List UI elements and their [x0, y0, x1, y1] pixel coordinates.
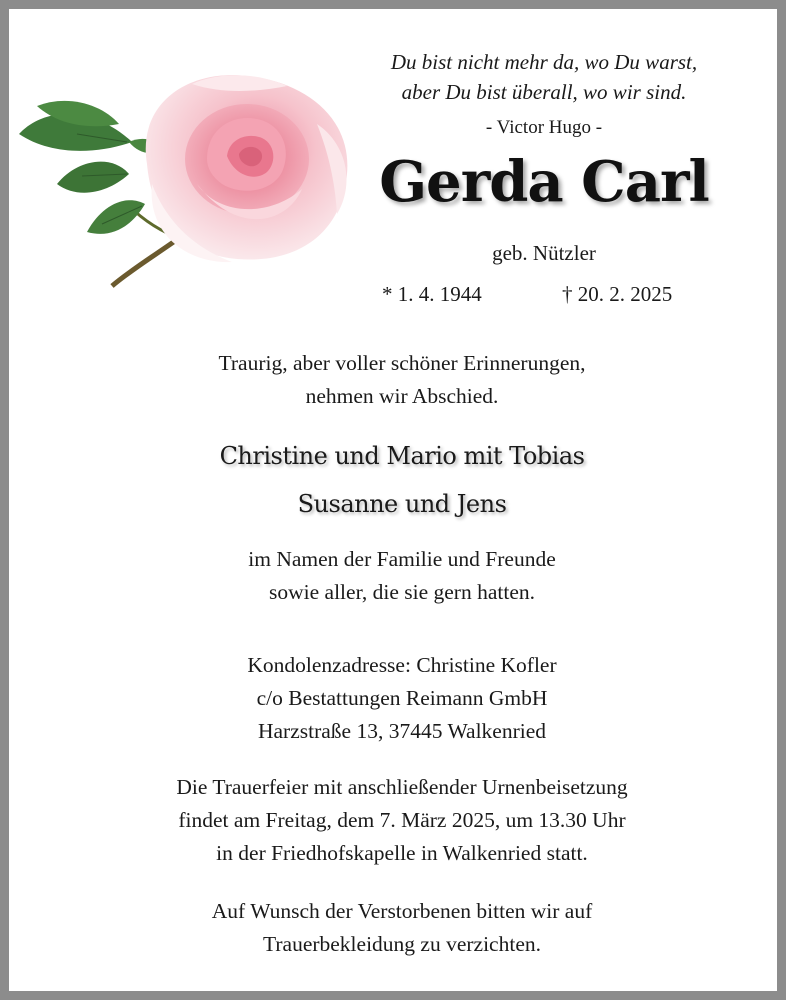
mourners	[39, 432, 765, 528]
text-line: sowie aller, die sie gern hatten.	[269, 580, 535, 604]
text-line: in der Friedhofskapelle in Walkenried statt.	[216, 841, 588, 865]
text-line: Auf Wunsch der Verstorbenen bitten wir auf	[211, 899, 593, 923]
birth-date: * 1. 4. 1944	[382, 282, 482, 306]
dress-request	[39, 895, 765, 961]
condolence-address	[39, 649, 765, 748]
text-line: Trauerbekleidung zu verzichten.	[262, 932, 541, 956]
deceased-name: Gerda Carl	[379, 149, 709, 215]
intro-text	[39, 347, 765, 413]
on-behalf-text	[39, 543, 765, 609]
text-line: Kondolenzadresse: Christine Kofler	[247, 653, 557, 677]
text-line: Die Trauerfeier mit anschließender Urnenbeisetzung	[176, 775, 628, 799]
mourner-line: Susanne und Jens	[297, 490, 507, 518]
maiden-name: geb. Nützler	[492, 241, 596, 265]
text-line: im Namen der Familie und Freunde	[248, 547, 556, 571]
mourner-line: Christine und Mario mit Tobias	[219, 442, 585, 470]
text-line: Harzstraße 13, 37445 Walkenried	[257, 719, 547, 743]
quote	[309, 47, 779, 107]
text-line: c/o Bestattungen Reimann GmbH	[256, 686, 548, 710]
quote-line: aber Du bist überall, wo wir sind.	[401, 80, 687, 104]
text-line: nehmen wir Abschied.	[305, 384, 499, 408]
quote-author: - Victor Hugo -	[485, 117, 603, 138]
text-line: Traurig, aber voller schöner Erinnerungen,	[218, 351, 586, 375]
text-line: findet am Freitag, dem 7. März 2025, um 13.30 Uhr	[178, 808, 626, 832]
quote-line: Du bist nicht mehr da, wo Du warst,	[390, 50, 698, 74]
rose-icon	[17, 64, 357, 294]
ceremony-info	[39, 771, 765, 870]
death-date: † 20. 2. 2025	[562, 282, 673, 306]
